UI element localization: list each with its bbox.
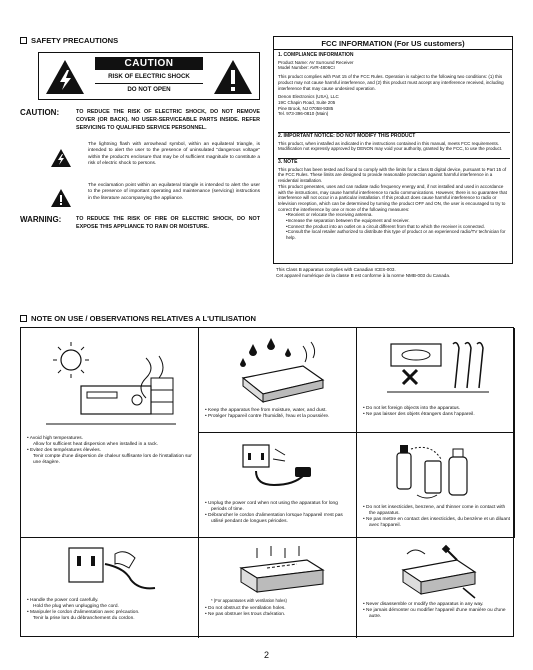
canada-note-en: This Class B apparatus complies with Canadian ICES-003.	[276, 267, 396, 272]
bullet-text: • Unplug the power cord when not using the apparatus for long periods of time.	[205, 501, 338, 512]
canada-note-fr: Cet appareil numérique de la classe B est conforme à la norme NMB-003 du Canada.	[276, 272, 451, 278]
fcc-box	[273, 49, 513, 264]
fcc-address-line: Denon Electronics (USA), LLC	[278, 94, 339, 100]
fcc-section-1	[278, 52, 510, 117]
caution-sign	[38, 52, 260, 100]
list-item: • Connect the product into an outlet on a circuit different from that to which the receiver is connected.	[286, 224, 510, 230]
fcc-measures-list	[278, 212, 510, 241]
risk-text: RISK OF ELECTRIC SHOCK	[108, 73, 190, 80]
fcc-address-line: Pine Brook, NJ 07058-9385	[278, 105, 334, 111]
bullet-text: • Do not let insecticides, benzene, and thinner come in contact with the apparatus.	[363, 505, 506, 516]
safety-heading-text: SAFETY PRECAUTIONS	[31, 36, 119, 45]
lightning-symbol-icon	[50, 148, 72, 168]
page-number: 2	[263, 650, 269, 660]
canada-note	[276, 267, 512, 279]
note-text-disassemble	[363, 602, 511, 620]
lightning-warning-icon	[45, 59, 85, 95]
warning-text: TO REDUCE THE RISK OF FIRE OR ELECTRIC SHOCK, DO NOT EXPOSE THIS APPLIANCE TO RAIN OR MOISTURE.	[76, 216, 260, 230]
fcc-section-3	[278, 158, 510, 241]
bullet-text: • Ne jamais démonter ou modifier l'appareil d'une manière ou d'une autre.	[363, 608, 506, 619]
lightning-text: The lightning flash with arrowhead symbol, within an equilateral triangle, is intended to alert the user to the presence of uninsulated "dangerous voltage" within the product's enclosure that may be of sufficient magnitude to constitute a risk of electric shock to persons.	[88, 142, 260, 167]
unplug-illustration-icon	[239, 441, 319, 499]
notes-heading	[20, 314, 256, 323]
bullet-continuation: Allow for sufficient heat dispersion when installed in a rack.	[33, 442, 158, 447]
caution-title: CAUTION	[95, 57, 203, 70]
power-cord-illustration-icon	[65, 544, 161, 596]
insecticide-illustration-icon	[387, 439, 487, 503]
disassemble-illustration-icon	[387, 544, 487, 602]
bullet-text: • Never disassemble or modify the apparatus in any way.	[363, 602, 484, 607]
bullet-text: • Ne pas obstruer les trous d'aération.	[205, 612, 286, 617]
fcc-s1-heading: 1. COMPLIANCE INFORMATION	[278, 52, 354, 58]
list-item: • Increase the separation between the equipment and receiver.	[286, 218, 510, 224]
note-cell-disassemble	[357, 538, 515, 638]
vent-footnote: * (For apparatuses with ventilation holes)	[211, 598, 287, 603]
bullet-text: • Protéger l'appareil contre l'humidité, l'eau et la poussière.	[205, 414, 330, 419]
note-cell-heat	[21, 328, 199, 538]
bullet-text: • Keep the apparatus free from moisture, water, and dust.	[205, 408, 327, 413]
note-cell-cord	[21, 538, 199, 638]
caution-label: CAUTION:	[20, 108, 60, 117]
bullet-text: • Débrancher le cordon d'alimentation lorsque l'appareil n'est pas utilisé pendant de longues périodes.	[205, 513, 343, 524]
note-cell-unplug	[199, 433, 357, 538]
fcc-s3-heading: 3. NOTE	[278, 158, 510, 166]
safety-heading	[20, 36, 118, 45]
fcc-address-line: 19C Chapin Road, Suite 205	[278, 99, 336, 105]
bullet-text: • Do not obstruct the ventilation holes.	[205, 606, 286, 611]
note-text-insecticide	[363, 505, 510, 529]
note-cell-insecticide	[357, 433, 515, 538]
bullet-text: • Ne pas laisser des objets étrangers dans l'appareil.	[363, 412, 475, 417]
notes-heading-text: NOTE ON USE / OBSERVATIONS RELATIVES A L'UTILISATION	[31, 314, 256, 323]
bullet-continuation: Tenir la prise lors du débranchement du cordon.	[33, 616, 135, 621]
exclamation-warning-icon	[213, 59, 253, 95]
note-text-vent	[205, 598, 352, 618]
bullet-text: • Evitez des températures élevées.	[27, 448, 101, 453]
checkbox-icon	[20, 315, 27, 322]
exclamation-symbol-icon	[50, 188, 72, 208]
exclamation-text: The exclamation point within an equilateral triangle is intended to alert the user to the presence of important operating and maintenance (servicing) instructions in the literature accompanying the appliance.	[88, 183, 260, 201]
fcc-section-2	[278, 132, 510, 152]
note-cell-moisture	[199, 328, 357, 433]
fcc-s3-body-1: This product has been tested and found to comply with the limits for a Class B digital device, pursuant to Part 15 of the FCC Rules. These limits are designed to provide reasonable protection against harmful interference in a residential installation.	[278, 166, 507, 184]
bullet-continuation: Hold the plug when unplugging the cord.	[33, 604, 119, 609]
note-text-moisture	[205, 408, 352, 420]
note-cell-foreign	[357, 328, 515, 433]
note-text-heat	[27, 436, 194, 466]
note-text-cord	[27, 598, 194, 622]
list-item: • Reorient or relocate the receiving antenna.	[286, 212, 510, 218]
note-text-foreign	[363, 406, 510, 418]
fcc-s2-heading: 2. IMPORTANT NOTICE: DO NOT MODIFY THIS PRODUCT	[278, 132, 510, 140]
fcc-model-number: Model Number: AVR-4806CI	[278, 65, 335, 71]
fcc-address-line: Tel. 973-396-0810 (Main)	[278, 111, 329, 117]
caution-text: TO REDUCE THE RISK OF ELECTRIC SHOCK, DO NOT REMOVE COVER (OR BACK). NO USER-SERVICEABLE PARTS INSIDE. REFER SERVICING TO QUALIFIED SERVICE PERSONNEL.	[76, 109, 260, 131]
bullet-text: • Ne pas mettre en contact des insecticides, du benzène et un diluant avec l'appareil.	[363, 517, 511, 528]
ventilation-illustration-icon	[227, 544, 331, 598]
bullet-text: • Manipuler le cordon d'alimentation avec précaution.	[27, 610, 140, 615]
checkbox-icon	[20, 37, 27, 44]
notes-grid	[20, 327, 514, 637]
foreign-objects-illustration-icon	[383, 336, 493, 398]
bullet-text: • Handle the power cord carefully.	[27, 598, 99, 603]
bullet-continuation: Tenir compte d'une dispersion de chaleur suffisante lors de l'installation sur une étagère.	[33, 454, 192, 465]
note-text-unplug	[205, 501, 352, 525]
note-cell-vent	[199, 538, 357, 638]
warning-label: WARNING:	[20, 215, 62, 224]
bullet-text: • Do not let foreign objects into the apparatus.	[363, 406, 461, 411]
do-not-open-text: DO NOT OPEN	[95, 83, 203, 93]
list-item: • Consult the local retailer authorized to distribute this type of product or an experienced radio/TV technician for help.	[286, 229, 510, 240]
fcc-s3-body-2: This product generates, uses and can radiate radio frequency energy and, if not installed and used in accordance with the instructions, may cause harmful interference to radio communications. However, there is no guarantee that interference will not occur in a particular installation. If this product does cause harmful interference to radio or television reception, which can be determined by turning the product OFF and ON, the user is encouraged to try to correct the interference by one or more of the following measures:	[278, 183, 507, 212]
heat-illustration-icon	[41, 338, 181, 428]
bullet-text: • Avoid high temperatures.	[27, 436, 83, 441]
fcc-s2-body: This product, when installed as indicated in the instructions contained in this manual, meets FCC requirements. Modification not expressly approved by DENON may void your authority, granted by the FCC, to use the product.	[278, 140, 503, 152]
fcc-s1-body: This product complies with Part 15 of the FCC Rules. Operation is subject to the following two conditions: (1) this product may not cause harmful interference, and (2) this product must accept any interference received, including interference that may cause undesired operation.	[278, 74, 504, 91]
moisture-illustration-icon	[223, 336, 333, 404]
fcc-title: FCC INFORMATION (For US customers)	[273, 36, 513, 50]
fcc-product-name: Product Name: AV Surround Receiver	[278, 59, 354, 65]
